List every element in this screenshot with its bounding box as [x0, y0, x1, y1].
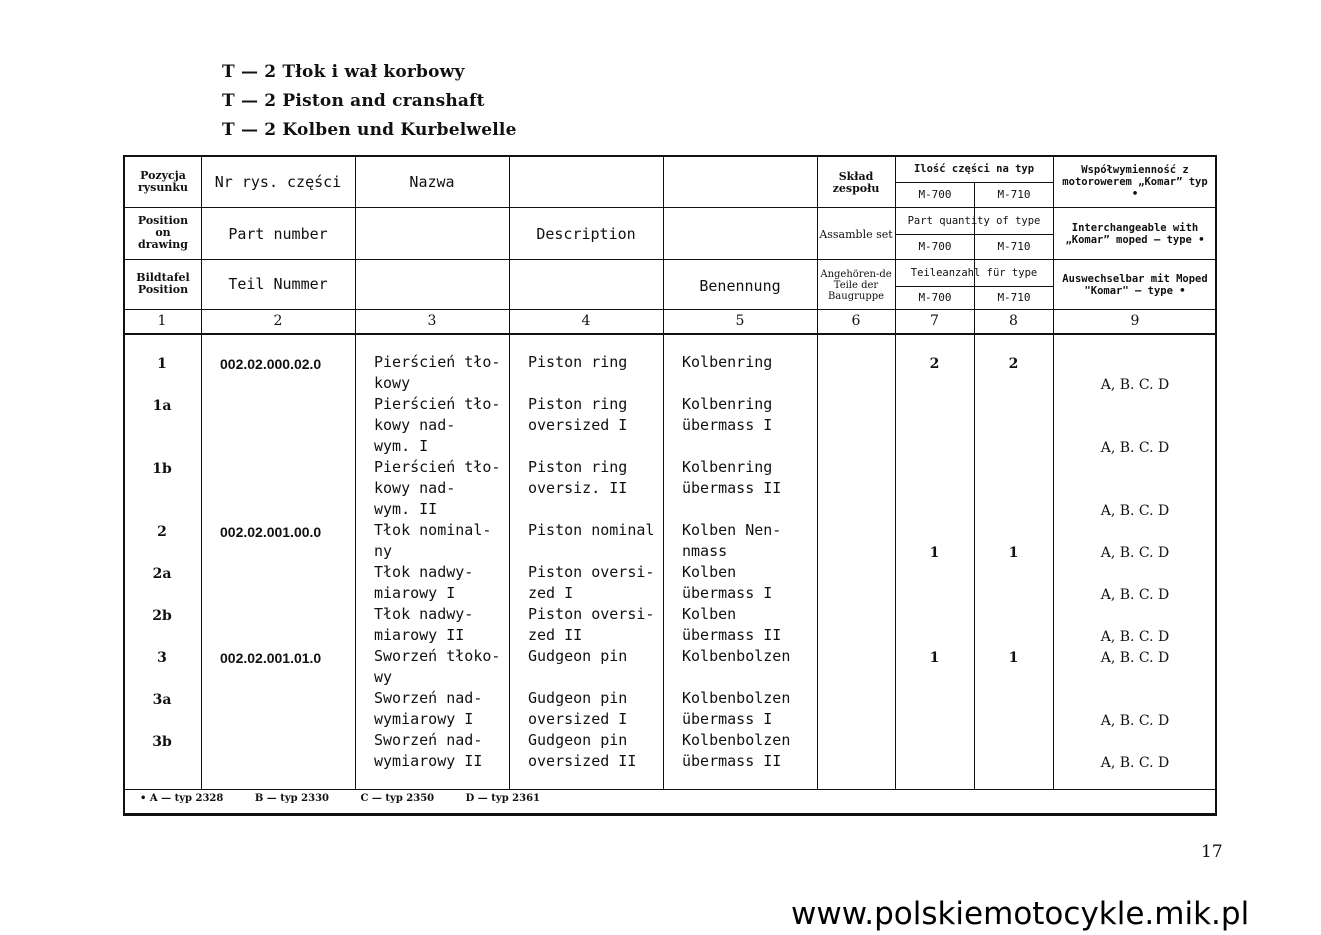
parts-table	[123, 155, 1217, 817]
row-name-pl: Sworzeń tłoko- wy	[374, 647, 501, 686]
hdr-name-pl: Nazwa	[409, 173, 455, 191]
row-part-number: 002.02.001.01.0	[220, 650, 322, 666]
row-qty-m700: 2	[929, 356, 940, 372]
row-name-pl: Pierścień tło- kowy	[374, 353, 501, 392]
row-description-en: Gudgeon pin oversized II	[528, 731, 637, 770]
col-rule-4	[663, 155, 664, 789]
row-description-en: Piston ring oversized I	[528, 395, 628, 434]
title-de: T — 2 Kolben und Kurbelwelle	[222, 120, 517, 140]
footnote-rule	[123, 789, 1217, 790]
row-name-pl: Sworzeń nad- wymiarowy I	[374, 689, 483, 728]
row-description-en: Piston oversi- zed II	[528, 605, 655, 644]
footnote-b: B — typ 2330	[254, 793, 329, 804]
hdr-part-pl: Nr rys. części	[214, 173, 342, 191]
colnum-7: 7	[930, 313, 939, 329]
row-name-de: Kolbenring	[682, 353, 773, 371]
row-name-de: Kolben übermass II	[682, 605, 782, 644]
row-name-de: Kolbenring übermass I	[682, 395, 773, 434]
row-part-number: 002.02.001.00.0	[220, 524, 322, 540]
colnum-2: 2	[273, 313, 283, 329]
footnote-c: C — typ 2350	[360, 793, 435, 804]
row-name-pl: Pierścień tło- kowy nad- wym. I	[374, 395, 501, 455]
row-interchangeable: A, B. C. D	[1100, 545, 1170, 561]
hdr-m710-2: M-710	[997, 240, 1031, 253]
col-rule-5	[817, 155, 818, 789]
col-rule-3	[509, 155, 510, 789]
row-part-number: 002.02.000.02.0	[220, 356, 322, 372]
hdr-qty-pl: Ilość części na typ	[913, 163, 1035, 175]
row-qty-m710: 1	[1008, 650, 1019, 666]
row-qty-m710: 1	[1008, 545, 1019, 561]
footnote-d: D — typ 2361	[465, 793, 540, 804]
title-pl: T — 2 Tłok i wał korbowy	[222, 62, 465, 82]
row-name-pl: Sworzeń nad- wymiarowy II	[374, 731, 483, 770]
row-name-de: Kolbenring übermass II	[682, 458, 782, 497]
row-position: 1b	[152, 461, 172, 477]
hdr-inter-pl: Współwymienność z motorowerem „Komar” typ •	[1062, 164, 1208, 200]
hdr-pos-en: Position on drawing	[137, 214, 189, 251]
hdr-part-de: Teil Nummer	[228, 275, 328, 293]
table-border-left	[123, 155, 125, 816]
row-interchangeable: A, B. C. D	[1100, 503, 1170, 519]
row-interchangeable: A, B. C. D	[1100, 650, 1170, 666]
hdr-m700-1: M-700	[918, 188, 952, 201]
title-en: T — 2 Piston and cranshaft	[222, 91, 485, 111]
row-position: 2	[157, 524, 167, 540]
row-interchangeable: A, B. C. D	[1100, 629, 1170, 645]
hdr-desc-en: Description	[536, 225, 636, 243]
row-name-pl: Pierścień tło- kowy nad- wym. II	[374, 458, 501, 518]
footnote-a: • A — typ 2328	[140, 793, 224, 804]
row-name-de: Kolben übermass I	[682, 563, 773, 602]
hdr-set-pl: Skład zespołu	[832, 170, 880, 195]
hdr-inter-de: Auswechselbar mit Moped "Komar" — type •	[1062, 273, 1208, 297]
hdr-name-de: Benennung	[699, 277, 781, 295]
hdr-m700-3: M-700	[918, 291, 952, 304]
hdr-pos-de: Bildtafel Position	[136, 271, 190, 296]
row-position: 1	[157, 356, 167, 372]
title-block	[222, 58, 517, 145]
hdr-inter-en: Interchangeable with „Komar” moped — type •	[1065, 222, 1205, 246]
hdr-pos-pl: Pozycja rysunku	[138, 169, 188, 194]
row-qty-m700: 1	[929, 650, 940, 666]
row-position: 3a	[152, 692, 172, 708]
colnum-6: 6	[851, 313, 861, 329]
row-description-en: Gudgeon pin oversized I	[528, 689, 628, 728]
row-name-de: Kolbenbolzen übermass I	[682, 689, 791, 728]
colnum-8: 8	[1009, 313, 1018, 329]
row-description-en: Piston ring	[528, 353, 628, 371]
col-rule-1	[201, 155, 202, 789]
row-description-en: Piston ring oversiz. II	[528, 458, 628, 497]
page-number: 17	[1201, 842, 1223, 862]
row-interchangeable: A, B. C. D	[1100, 587, 1170, 603]
row-qty-m710: 2	[1008, 356, 1019, 372]
row-position: 1a	[152, 398, 172, 414]
row-name-de: Kolbenbolzen	[682, 647, 791, 665]
col-rule-2	[355, 155, 356, 789]
colnum-4: 4	[581, 313, 591, 329]
website-watermark[interactable]: www.polskiemotocykle.mik.pl	[791, 896, 1250, 932]
row-position: 2b	[152, 608, 172, 624]
hdr-set-en: Assamble set	[819, 228, 893, 241]
row-name-pl: Tłok nadwy- miarowy II	[374, 605, 474, 644]
colnum-5: 5	[735, 313, 745, 329]
colnum-1: 1	[157, 313, 167, 329]
hdr-set-de: Angehören-de Teile der Baugruppe	[820, 268, 892, 302]
row-name-de: Kolbenbolzen übermass II	[682, 731, 791, 770]
row-position: 3	[157, 650, 167, 666]
table-border-bottom	[123, 813, 1217, 816]
row-position: 2a	[152, 566, 172, 582]
hdr-qty-de: Teileanzahl für type	[910, 267, 1038, 279]
row-qty-m700: 1	[929, 545, 940, 561]
row-description-en: Piston nominal	[528, 521, 655, 539]
row-interchangeable: A, B. C. D	[1100, 440, 1170, 456]
footnote	[140, 793, 568, 804]
colnum-3: 3	[427, 313, 437, 329]
row-name-de: Kolben Nen- nmass	[682, 521, 782, 560]
hdr-qty-en: Part quantity of type	[907, 215, 1041, 227]
col-rule-8	[1053, 155, 1054, 789]
row-interchangeable: A, B. C. D	[1100, 377, 1170, 393]
row-description-en: Gudgeon pin	[528, 647, 628, 665]
hdr-m710-3: M-710	[997, 291, 1031, 304]
row-name-pl: Tłok nadwy- miarowy I	[374, 563, 474, 602]
row-interchangeable: A, B. C. D	[1100, 755, 1170, 771]
hdr-part-en: Part number	[228, 225, 328, 243]
row-name-pl: Tłok nominal- ny	[374, 521, 492, 560]
colnum-9: 9	[1130, 313, 1140, 329]
hdr-m700-2: M-700	[918, 240, 952, 253]
row-description-en: Piston oversi- zed I	[528, 563, 655, 602]
row-interchangeable: A, B. C. D	[1100, 713, 1170, 729]
row-position: 3b	[152, 734, 172, 750]
hdr-m710-1: M-710	[997, 188, 1031, 201]
